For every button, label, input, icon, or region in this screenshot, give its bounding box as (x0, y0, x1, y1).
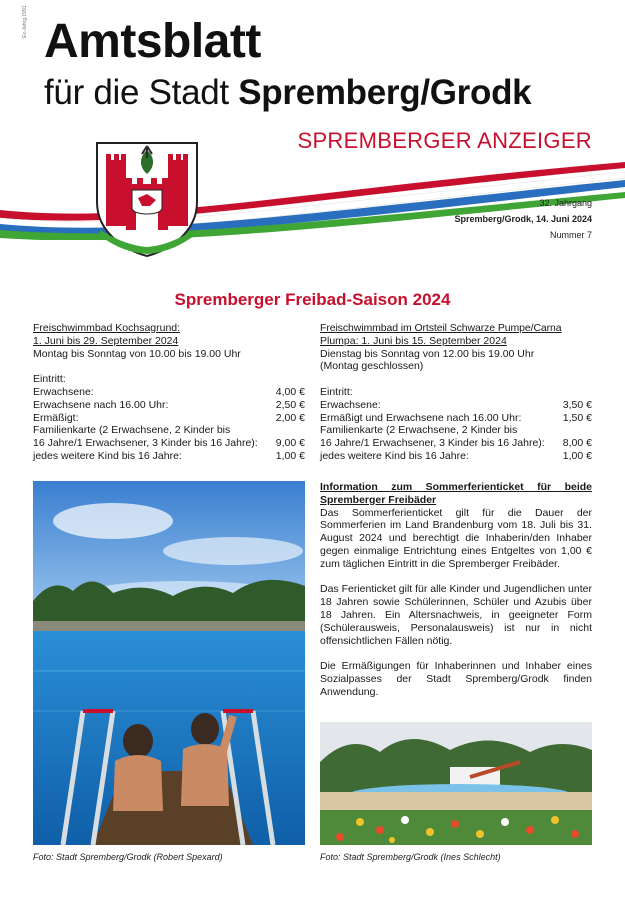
photo-caption: Foto: Stadt Spremberg/Grodk (Ines Schlecht) (320, 852, 501, 862)
price-row: jedes weitere Kind bis 16 Jahre: 1,00 € (320, 449, 592, 462)
left-pool-info (33, 322, 305, 463)
subtitle-city: Spremberg/Grodk (238, 73, 532, 112)
place-date-label: Spremberg/Grodk, 14. Juni 2024 (454, 214, 592, 224)
price-row: Erwachsene: 3,50 € (320, 398, 592, 411)
right-pool-season: Plumpa: 1. Juni bis 15. September 2024 (320, 334, 507, 347)
pool-photo (33, 481, 305, 845)
volume-label: 32. Jahrgang (539, 198, 592, 208)
price-row: Erwachsene nach 16.00 Uhr: 2,50 € (33, 398, 305, 411)
summer-ticket-paragraph: Das Ferienticket gilt für alle Kinder und Jugendlichen unter 18 Jahren sowie Schülerinnen, Schüler und Azubis über 18 Jahren. Ein Altersnachweis, in geeigneter Form (Schülerausweis, Personalausweis) ist nur in nicht offensichtlichen Fällen nötig. (320, 583, 592, 647)
summer-ticket-paragraph: Das Sommerferienticket gilt für die Dauer der Sommerferien im Land Brandenburg vom 18. Juli bis 31. August 2024 und berechtigt die Inhaberin/den Inhaber gegen einmalige Entrichtung eines Entgeltes von 1,00 € zum täglichen Eintritt in die Spremberger Freibäder. (320, 506, 592, 570)
left-entry-label: Eintritt: (33, 373, 66, 386)
subtitle-prefix: für die Stadt (44, 73, 239, 112)
price-row: jedes weitere Kind bis 16 Jahre: 1,00 € (33, 449, 305, 462)
left-pool-hours: Montag bis Sonntag von 10.00 bis 19.00 Uhr (33, 347, 241, 360)
price-row: Ermäßigt: 2,00 € (33, 411, 305, 424)
spremberger-anzeiger-label: SPREMBERGER ANZEIGER (297, 128, 592, 153)
article-headline: Spremberger Freibad-Saison 2024 (174, 290, 451, 309)
right-pool-closed: (Montag geschlossen) (320, 360, 424, 373)
right-pool-hours: Dienstag bis Sonntag von 12.00 bis 19.00 Uhr (320, 347, 535, 360)
price-row: Ermäßigt und Erwachsene nach 16.00 Uhr: 1,50 € (320, 411, 592, 424)
right-pool-info (320, 322, 592, 463)
pool-garden-photo (320, 722, 592, 845)
right-entry-label: Eintritt: (320, 385, 353, 398)
summer-ticket-heading: Information zum Sommerferienticket für beide Spremberger Freibäder (320, 481, 592, 506)
price-row: Familienkarte (2 Erwachsene, 2 Kinder bis (33, 424, 231, 437)
price-row: 16 Jahre/1 Erwachsener, 3 Kinder bis 16 Jahre): 9,00 € (33, 437, 305, 450)
left-pool-season: 1. Juni bis 29. September 2024 (33, 334, 179, 347)
summer-ticket-info (320, 481, 592, 711)
side-note: Ex-Jahrg.1991 (22, 5, 28, 38)
city-coat-of-arms-icon (92, 140, 202, 258)
left-pool-heading: Freischwimmbad Kochsagrund: (33, 322, 181, 334)
price-row: Familienkarte (2 Erwachsene, 2 Kinder bis (320, 424, 518, 437)
summer-ticket-paragraph: Die Ermäßigungen für Inhaberinnen und Inhaber eines Sozialpasses der Stadt Spremberg/Grodk finden Anwendung. (320, 660, 592, 698)
right-pool-heading: Freischwimmbad im Ortsteil Schwarze Pumpe/Carna (320, 322, 562, 334)
issue-number-label: Nummer 7 (549, 230, 592, 240)
price-row: Erwachsene: 4,00 € (33, 385, 305, 398)
newspaper-title: Amtsblatt (44, 15, 261, 68)
price-row: 16 Jahre/1 Erwachsener, 3 Kinder bis 16 Jahre): 8,00 € (320, 437, 592, 450)
newspaper-subtitle (44, 73, 531, 113)
photo-caption: Foto: Stadt Spremberg/Grodk (Robert Spexard) (33, 852, 223, 862)
